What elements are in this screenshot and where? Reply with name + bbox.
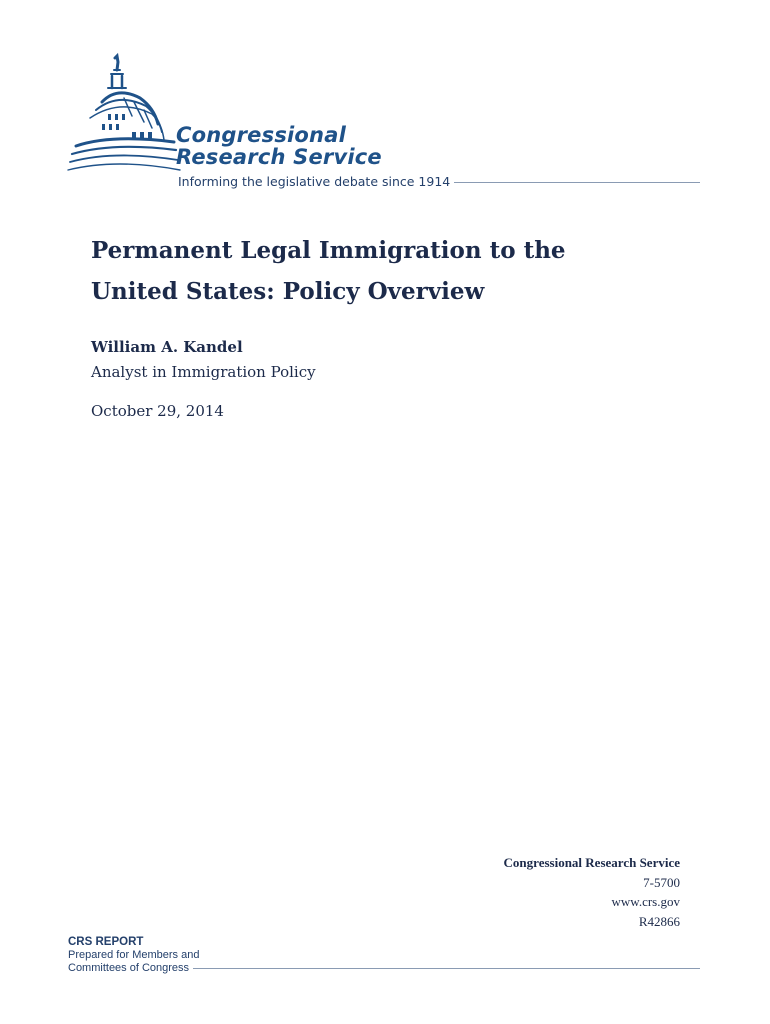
author-role: Analyst in Immigration Policy	[91, 363, 316, 381]
report-date: October 29, 2014	[91, 402, 224, 420]
crs-name: Congressional Research Service	[503, 855, 680, 870]
crs-website[interactable]: www.crs.gov	[611, 894, 680, 909]
tagline-divider	[454, 182, 700, 183]
org-name-line1: Congressional	[176, 123, 346, 147]
crs-report-number: R42866	[638, 913, 680, 929]
org-name-line2: Research Service	[176, 145, 382, 169]
crs-info-block	[504, 853, 680, 931]
tagline-row	[178, 172, 700, 190]
report-title-line2: United States: Policy Overview	[91, 278, 485, 305]
footer-report-label: CRS REPORT	[68, 936, 144, 948]
report-title-line1: Permanent Legal Immigration to the	[91, 237, 566, 264]
tagline: Informing the legislative debate since 1914	[178, 173, 451, 189]
footer-row	[68, 962, 700, 975]
org-name	[176, 124, 382, 168]
footer-divider	[193, 968, 700, 969]
footer-prepared-line2: Committees of Congress	[68, 961, 190, 974]
author-name: William A. Kandel	[91, 338, 243, 356]
crs-phone: 7-5700	[643, 874, 680, 890]
capitol-dome-icon	[62, 52, 202, 192]
footer-prepared-line1: Prepared for Members and	[68, 949, 200, 961]
footer	[68, 936, 700, 974]
report-title	[91, 230, 651, 312]
